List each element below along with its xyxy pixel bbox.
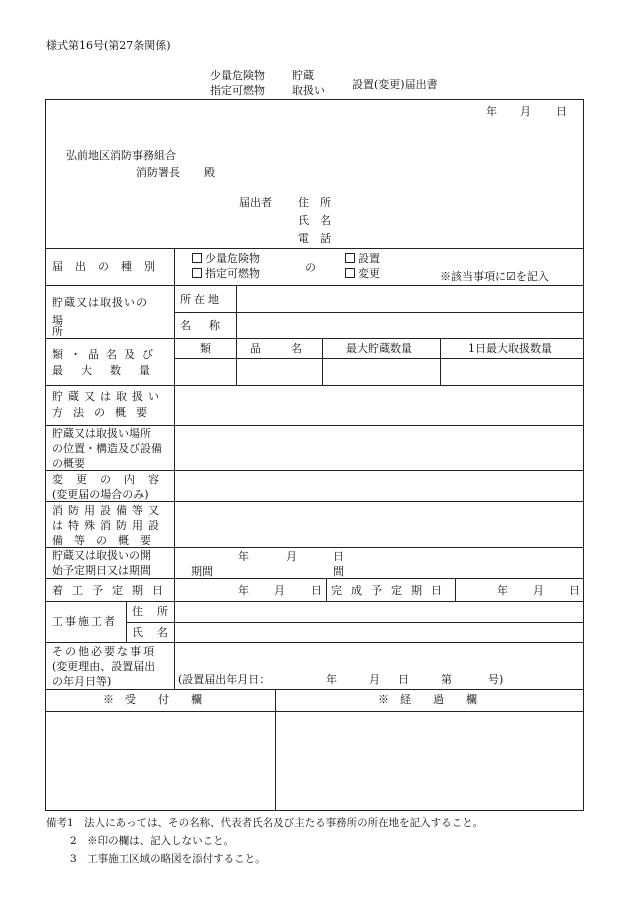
schedule-complete-label: 完成予定期日 xyxy=(331,584,451,597)
option-small-hazard[interactable]: 少量危険物 xyxy=(192,253,260,264)
col-daily-max: 1日最大取扱数量 xyxy=(468,342,552,355)
applicant-label: 届出者 xyxy=(239,196,272,209)
schedule-complete-year: 年 xyxy=(497,584,508,597)
note-3: 3 工事施工区域の略図を添付すること。 xyxy=(70,853,266,865)
date-month: 月 xyxy=(520,105,531,118)
title-act-bottom: 取扱い xyxy=(292,84,325,97)
applicant-phone-label: 電 話 xyxy=(298,232,331,245)
reception-box xyxy=(46,712,275,810)
start-day: 日 xyxy=(333,550,344,563)
start-month: 月 xyxy=(286,550,297,563)
contractor-name-label: 氏名 xyxy=(132,626,182,639)
type-note: ※該当事項に☑を記入 xyxy=(440,270,549,283)
type-label: 届出の種別 xyxy=(52,260,167,273)
reception-header: ※ 受 付 欄 xyxy=(103,693,202,706)
checkbox-icon[interactable] xyxy=(192,253,202,263)
title-suffix: 設置(変更)届出書 xyxy=(352,78,438,91)
col-item: 品名 xyxy=(250,342,332,355)
type-connector: の xyxy=(305,261,316,274)
form-number: 様式第16号(第27条関係) xyxy=(46,39,171,52)
filed-month: 月 xyxy=(369,673,380,686)
fire-equip-line1: 消防用設備等又 xyxy=(52,504,164,517)
kinds-label-line2: 最大数量 xyxy=(52,364,168,377)
title-kind-bottom: 指定可燃物 xyxy=(210,84,265,97)
other-label-line1: その他必要な事項 xyxy=(52,645,156,658)
option-designated-combustible[interactable]: 指定可燃物 xyxy=(192,268,260,279)
structure-label-line1: 貯蔵又は取扱い場所 xyxy=(52,427,151,440)
applicant-name-label: 氏 名 xyxy=(298,214,331,227)
progress-box xyxy=(276,712,583,810)
place-location-label: 所在地 xyxy=(180,293,222,306)
checkbox-icon[interactable] xyxy=(192,268,202,278)
filed-day: 日 xyxy=(398,673,409,686)
contractor-label: 工事施工者 xyxy=(52,615,117,628)
place-label-line1: 貯蔵又は取扱いの xyxy=(52,296,148,309)
schedule-start-day: 日 xyxy=(311,584,322,597)
checkbox-icon[interactable] xyxy=(345,268,355,278)
change-label-line1: 変更の内容 xyxy=(52,473,172,486)
kinds-label-line1: 類・品名及び xyxy=(52,348,160,361)
note-2: 2 ※印の欄は、記入しないこと。 xyxy=(70,835,235,847)
filed-year: 年 xyxy=(326,673,337,686)
progress-header: ※ 経 過 欄 xyxy=(378,693,477,706)
method-label-line2: 方法の概要 xyxy=(52,406,157,419)
place-label-line2: 場所 xyxy=(52,314,149,338)
change-label-line2: (変更届の場合のみ) xyxy=(52,488,149,501)
method-label-line1: 貯蔵又は取扱い xyxy=(52,390,164,403)
schedule-start-label: 着工予定期日 xyxy=(52,584,172,597)
date-year: 年 xyxy=(486,105,497,118)
option-install[interactable]: 設置 xyxy=(345,253,380,264)
period-right: 間 xyxy=(333,565,344,578)
title-kind-top: 少量危険物 xyxy=(210,69,265,82)
structure-label-line3: の概要 xyxy=(52,457,85,470)
schedule-start-month: 月 xyxy=(274,584,285,597)
date-day: 日 xyxy=(556,105,567,118)
filed-number-prefix: 第 xyxy=(441,673,452,686)
title-act-top: 貯蔵 xyxy=(292,69,314,82)
addressee-org: 弘前地区消防事務組合 xyxy=(66,149,176,162)
contractor-address-label: 住所 xyxy=(132,605,182,618)
col-class: 類 xyxy=(200,342,211,355)
start-period-line2: 始予定期日又は期間 xyxy=(52,564,151,577)
other-label-line3: の年月日等) xyxy=(52,675,112,688)
other-label-line2: (変更理由、設置届出 xyxy=(52,660,156,673)
note-1: 備考1 法人にあっては、その名称、代表者氏名及び主たる事務所の所在地を記入すること。 xyxy=(46,817,484,829)
col-max-storage: 最大貯蔵数量 xyxy=(346,342,412,355)
structure-label-line2: の位置・構造及び設備 xyxy=(52,442,162,455)
place-name-label: 名称 xyxy=(180,319,238,332)
period-left: 期間 xyxy=(191,565,213,578)
addressee-honorific: 殿 xyxy=(204,166,215,179)
fire-equip-line2: は特殊消防用設 xyxy=(52,519,164,532)
start-period-line1: 貯蔵又は取扱いの開 xyxy=(52,549,151,562)
schedule-complete-day: 日 xyxy=(569,584,580,597)
filed-number-suffix: 号) xyxy=(488,673,504,686)
start-year: 年 xyxy=(238,550,249,563)
filed-date-label: (設置届出年月日： xyxy=(178,673,271,686)
option-change[interactable]: 変更 xyxy=(345,268,380,279)
fire-equip-line3: 備等の概要 xyxy=(52,534,162,547)
checkbox-icon[interactable] xyxy=(345,253,355,263)
schedule-start-year: 年 xyxy=(238,584,249,597)
applicant-address-label: 住 所 xyxy=(298,196,331,209)
schedule-complete-month: 月 xyxy=(533,584,544,597)
addressee-chief: 消防署長 xyxy=(136,166,180,179)
